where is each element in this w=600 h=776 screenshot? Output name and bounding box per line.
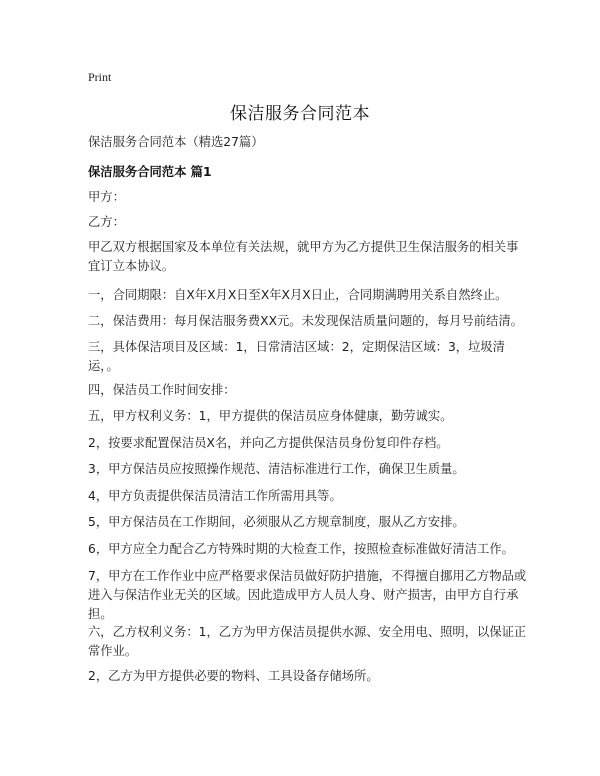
clause-5-item-6: 6，甲方应全力配合乙方特殊时期的大检查工作，按照检查标准做好清洁工作。 [88,542,514,556]
clause-4: 四，保洁员工作时间安排： [88,383,236,397]
clause-1: 一，合同期限：自X年X月X日至X年X月X日止，合同期满聘用关系自然终止。 [88,288,508,302]
section-heading: 保洁服务合同范本 篇1 [88,165,212,179]
party-b-label: 乙方： [88,215,125,229]
page-title: 保洁服务合同范本 [230,104,370,124]
print-label[interactable]: Print [88,70,112,84]
clause-2: 二，保洁费用：每月保洁服务费XX元。未发现保洁质量问题的，每月号前结清。 [88,314,523,328]
clause-3: 三，具体保洁项目及区域：1，日常清洁区域：2，定期保洁区域：3，垃圾清运，。 [88,340,505,373]
clause-5-item-2: 2，按要求配置保洁员X名，并向乙方提供保洁员身份复印件存档。 [88,436,449,450]
clause-5-item-4: 4，甲方负责提供保洁员清洁工作所需用具等。 [88,489,342,503]
clause-5-item-5: 5，甲方保洁员在工作期间，必须服从乙方规章制度，服从乙方安排。 [88,515,465,529]
intro-paragraph: 甲乙双方根据国家及本单位有关法规，就甲方为乙方提供卫生保洁服务的相关事宜订立本协议。 [88,240,519,273]
clause-6: 六，乙方权利义务：1，乙方为甲方保洁员提供水源、安全用电、照明，以保证正常作业。 [88,625,527,658]
clause-6-item-2: 2，乙方为甲方提供必要的物料、工具设备存储场所。 [88,669,379,683]
clause-5-item-7: 7，甲方在工作作业中应严格要求保洁员做好防护措施，不得擅自挪用乙方物品或进入与保洁作业无关的区域。因此造成甲方人员人身、财产损害，由甲方自行承担。 [88,569,527,621]
party-a-label: 甲方： [88,190,125,204]
doc-subtitle: 保洁服务合同范本（精选27篇） [88,135,264,149]
clause-5: 五，甲方权利义务：1，甲方提供的保洁员应身体健康，勤劳诚实。 [88,409,453,423]
clause-5-item-3: 3，甲方保洁员应按照操作规范、清洁标准进行工作，确保卫生质量。 [88,462,465,476]
